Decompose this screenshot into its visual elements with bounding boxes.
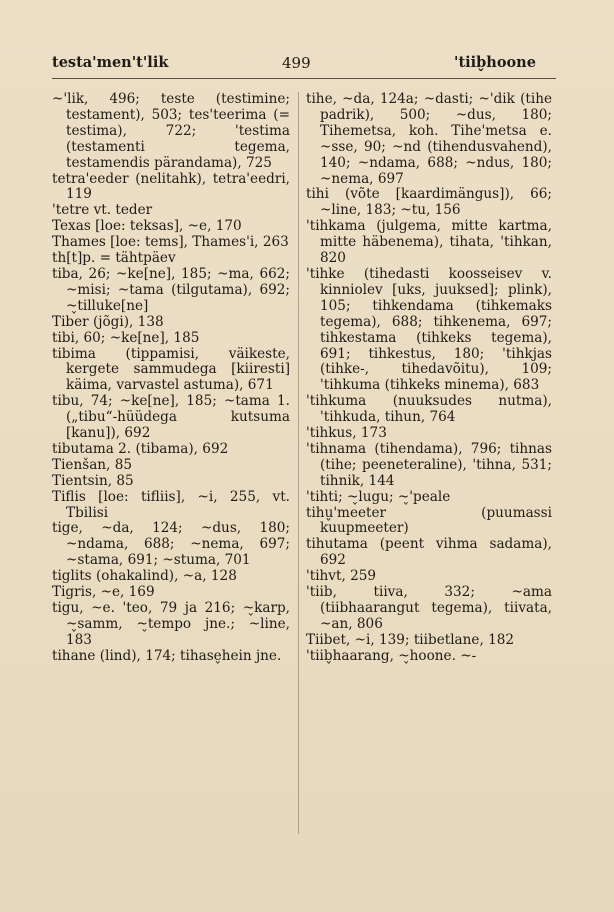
- entry: 'tihkama (julgema, mitte kartma, mitte häbenema), tihata, 'tihkan, 820: [306, 218, 552, 267]
- entry: tihi (võte [kaardimängus]), 66; ~line, 183; ~tu, 156: [306, 186, 552, 219]
- entry: tihe, ~da, 124a; ~dasti; ~'dik (tihe padrik), 500; ~dus, 180; Tihemetsa, koh. Tihe'metsa e. ~sse, 90; ~nd (tihendusvahend), 140; ~ndama, 688; ~ndus, 180; ~nema, 697: [306, 91, 552, 187]
- entry: tiba, 26; ~ke[ne], 185; ~ma, 662; ~misi; ~tama (tilgutama), 692; ~̬tilluke[ne]: [52, 265, 290, 314]
- header-left-guideword: testa'men't'lik: [52, 54, 169, 71]
- entry: 'tiib̬haarang, ~̬hoone. ~-: [306, 647, 477, 664]
- entry: 'tihnama (tihendama), 796; tihnas (tihe; peeneteraline), 'tihna, 531; tihnik, 144: [306, 440, 552, 489]
- entry: tibima (tippamisi, väikeste, kergete sammudega [kiiresti] käima, varvastel astuma), 671: [52, 345, 290, 394]
- entry: tige, ~da, 124; ~dus, 180; ~ndama, 688; ~nema, 697; ~stama, 691; ~stuma, 701: [52, 520, 290, 569]
- entry: Thames [loe: tems], Thames'i, 263: [52, 234, 289, 251]
- entry: tibu, 74; ~ke[ne], 185; ~tama 1. („tibu“-hüüdega kutsuma [kanu]), 692: [52, 393, 290, 442]
- entry: 'tihkuma (nuuksudes nutma), 'tihkuda, tihun, 764: [306, 393, 552, 426]
- entry: Texas [loe: teksas], ~e, 170: [52, 218, 242, 235]
- page-header: [0, 54, 614, 78]
- column-divider: [298, 92, 299, 834]
- entry: th[t]p. = tähtpäev: [52, 250, 176, 267]
- entry: 'tetre vt. teder: [52, 202, 153, 219]
- entry: 'tihvt, 259: [306, 568, 377, 585]
- entry: tetra'eeder (nelitahk), tetra'eedri, 119: [52, 170, 290, 203]
- entry: Tienšan, 85: [52, 456, 132, 473]
- left-column: [52, 92, 290, 665]
- entry: tibi, 60; ~ke[ne], 185: [52, 329, 200, 346]
- entry: Tiibet, ~i, 139; tiibetlane, 182: [306, 631, 515, 648]
- right-column: [306, 92, 552, 665]
- header-rule: [52, 78, 556, 79]
- entry: tihu̬'meeter (puumassi kuupmeeter): [306, 504, 552, 537]
- entry: tihane (lind), 174; tihase̬hein jne.: [52, 647, 282, 664]
- entry: Tiber (jõgi), 138: [52, 313, 164, 330]
- entry: tibutama 2. (tibama), 692: [52, 440, 229, 457]
- entry: tiglits (ohakalind), ~a, 128: [52, 568, 237, 585]
- page-number: 499: [282, 54, 311, 72]
- entry: Tiflis [loe: tifliis], ~i, 255, vt. Tbilisi: [52, 488, 290, 521]
- header-right-guideword: 'tiib̬hoone: [454, 54, 536, 71]
- entry: tihutama (peent vihma sadama), 692: [306, 536, 552, 569]
- entry: Tigris, ~e, 169: [52, 584, 155, 601]
- entry: tigu, ~e. 'teo, 79 ja 216; ~̬karp, ~̬samm, ~̬tempo jne.; ~line, 183: [52, 600, 290, 648]
- entry: ~'lik, 496; teste (testimine; testament), 503; tes'teerima (= testima), 722; 'testima (testamenti tegema, testamendis pärandama), 725: [52, 91, 290, 171]
- entry: 'tihti; ~̬lugu; ~̬'peale: [306, 488, 451, 505]
- entry: Tientsin, 85: [52, 472, 134, 489]
- entry: 'tihkus, 173: [306, 425, 387, 442]
- entry: 'tiib, tiiva, 332; ~ama (tiibhaarangut tegema), tiivata, ~an, 806: [306, 584, 552, 632]
- entry: 'tihke (tihedasti koosseisev v. kinniolev [uks, juuksed]; plink), 105; tihkendama (tihkemaks tegema), 688; tihkenema, 697; tihkestama (tihkeks tegema), 691; tihkestus, 180; 'tihkjas (tihke-, tihedavõitu), 109; 'tihkuma (tihkeks minema), 683: [306, 265, 552, 394]
